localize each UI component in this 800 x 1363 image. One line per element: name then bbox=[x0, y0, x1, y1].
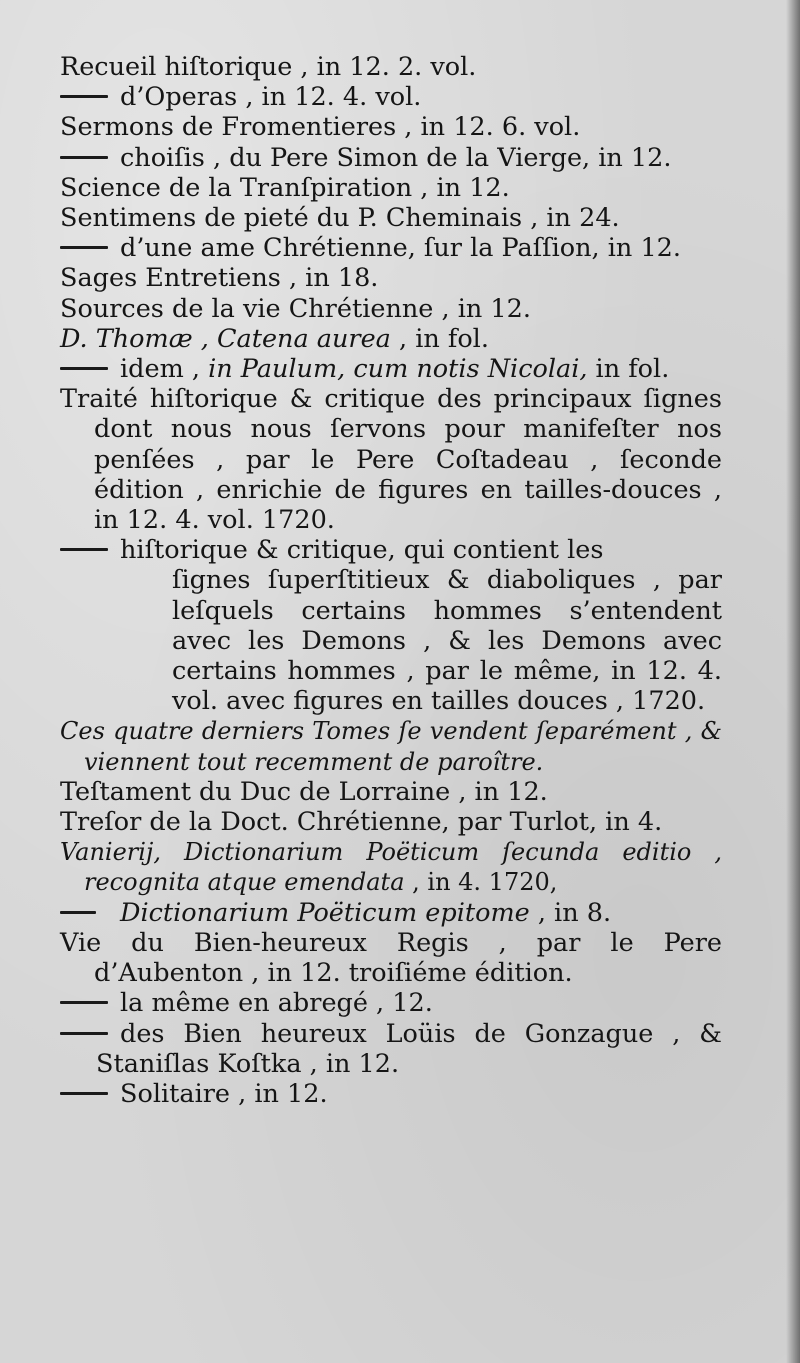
ditto-dash bbox=[60, 1001, 108, 1004]
book-catalogue-list bbox=[60, 52, 722, 1109]
catalogue-entry: la même en abregé , 12. bbox=[60, 988, 722, 1018]
catalogue-entry: Treſor de la Doct. Chrétienne, par Turlot, in 4. bbox=[60, 807, 663, 838]
ditto-dash bbox=[60, 367, 108, 370]
catalogue-entry: d’Operas , in 12. 4. vol. bbox=[60, 82, 722, 112]
page-edge-shadow bbox=[786, 0, 800, 1363]
catalogue-entry: Sages Entretiens , in 18. bbox=[60, 263, 379, 294]
ditto-dash bbox=[60, 95, 108, 98]
catalogue-entry: Sentimens de pieté du P. Cheminais , in 24. bbox=[60, 203, 620, 234]
catalogue-entry: Recueil hiſtorique , in 12. 2. vol. bbox=[60, 52, 477, 82]
catalogue-entry: Solitaire , in 12. bbox=[60, 1079, 722, 1109]
catalogue-entry: Sources de la vie Chrétienne , in 12. bbox=[60, 293, 531, 324]
catalogue-entry: d’une ame Chrétienne, ſur la Paſſion, in 12. bbox=[60, 233, 722, 263]
catalogue-entry: D. Thomæ , Catena aurea , in fol. bbox=[60, 323, 489, 354]
catalogue-entry: Teſtament du Duc de Lorraine , in 12. bbox=[60, 776, 548, 807]
ditto-dash bbox=[60, 1092, 108, 1095]
catalogue-entry: hiſtorique & critique, qui contient les bbox=[60, 535, 722, 565]
catalogue-entry: Vie du Bien-heureux Regis , par le Pere d’Aubenton , in 12. troiſiéme édition. bbox=[60, 927, 722, 989]
catalogue-entry: Vanierij, Dictionarium Poëticum ſecunda editio , recognita atque emendata , in 4. 1720, bbox=[60, 838, 722, 897]
catalogue-note: Ces quatre derniers Tomes ſe vendent ſeparément , & viennent tout recemment de paroître. bbox=[60, 717, 722, 776]
catalogue-entry: Traité hiſtorique & critique des principaux ſignes dont nous nous ſervons pour manifeſter nos penſées , par le Pere Coſtadeau , ſeconde édition , enrichie de figures en tailles-douces , in 12. 4. vol. 1720. bbox=[60, 384, 722, 536]
ditto-dash bbox=[60, 911, 96, 914]
catalogue-entry: Sermons de Fromentieres , in 12. 6. vol. bbox=[60, 112, 581, 143]
catalogue-entry: choiſis , du Pere Simon de la Vierge, in 12. bbox=[60, 143, 722, 173]
ditto-dash bbox=[60, 156, 108, 159]
catalogue-entry-continuation: ſignes ſuperſtitieux & diaboliques , par leſquels certains hommes s’entendent avec les Demons , & les Demons avec certains hommes , par le même, in 12. 4. vol. avec figures en tailles douces , 1720. bbox=[172, 565, 722, 717]
catalogue-entry: Dictionarium Poëticum epitome , in 8. bbox=[60, 898, 722, 928]
catalogue-entry: Science de la Tranſpiration , in 12. bbox=[60, 172, 510, 203]
ditto-dash bbox=[60, 1032, 108, 1035]
catalogue-entry: idem , in Paulum, cum notis Nicolai, in fol. bbox=[60, 354, 722, 384]
catalogue-entry: des Bien heureux Loüis de Gonzague , & Staniſlas Koſtka , in 12. bbox=[60, 1019, 722, 1079]
ditto-dash bbox=[60, 246, 108, 249]
ditto-dash bbox=[60, 548, 108, 551]
